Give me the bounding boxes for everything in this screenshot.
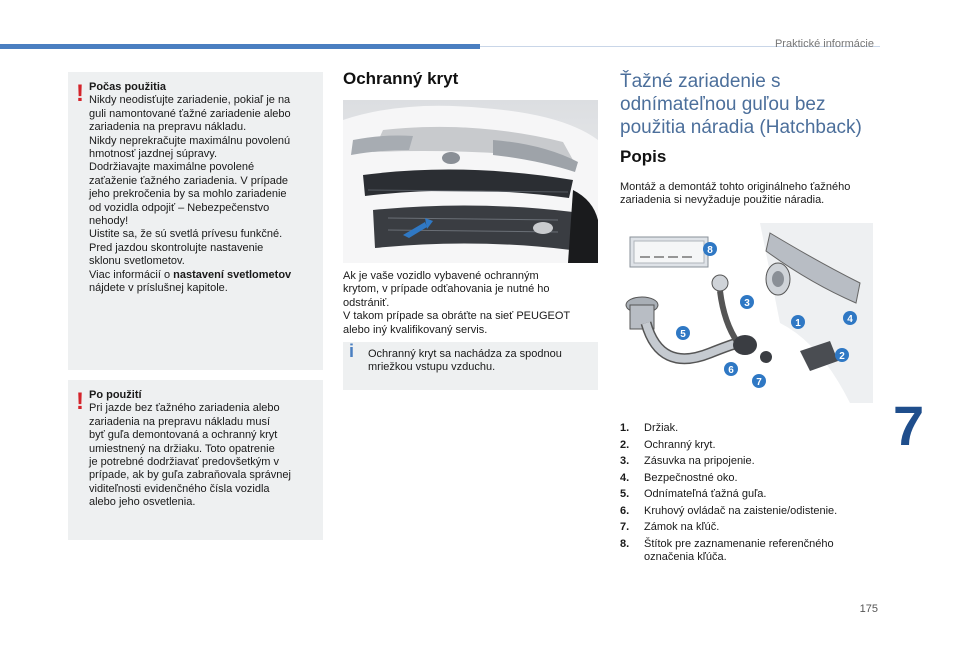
callout-5: 5: [680, 329, 686, 340]
warning-line: hmotnosť jazdnej súpravy.: [89, 148, 218, 161]
callout-7: 7: [756, 377, 762, 388]
warning-line: zariadenia na prepravu nákladu.: [89, 121, 247, 134]
list-item: [620, 538, 880, 568]
warning-line: zariadenia na prepravu nákladu musí: [89, 415, 271, 428]
warning-title: Po použití: [89, 389, 142, 401]
item-label: Štítok pre zaznamenanie referenčného: [644, 537, 834, 550]
warning-line: sklonu svetlometov.: [89, 255, 185, 268]
warning-box-after-use: [68, 380, 323, 540]
reference-prefix: Viac informácií o: [89, 268, 174, 281]
warning-line: zaťaženie ťažného zariadenia. V prípade: [89, 174, 289, 187]
callout-6: 6: [728, 365, 734, 376]
item-number: 8.: [620, 537, 630, 550]
list-item: [620, 488, 880, 505]
item-label: Zámok na kľúč.: [644, 521, 720, 533]
item-label: Odnímateľná ťažná guľa.: [644, 488, 767, 500]
callout-3: 3: [744, 298, 750, 309]
callout-2: 2: [839, 351, 845, 362]
warning-line: Nikdy neprekračujte maximálnu povolenú: [89, 134, 291, 147]
warning-line: byť guľa demontovaná a ochranný kryt: [89, 429, 278, 442]
item-number: 6.: [620, 504, 630, 517]
chapter-number: 7: [893, 394, 925, 457]
list-item: [620, 455, 880, 472]
item-number: 1.: [620, 422, 630, 434]
warning-line: viditeľnosti evidenčného čísla vozidla: [89, 482, 270, 495]
section-heading-towbar: [620, 70, 890, 139]
list-item: [620, 472, 880, 489]
list-item: [620, 521, 880, 538]
info-line: Ochranný kryt sa nachádza za spodnou: [368, 348, 562, 360]
warning-line: umiestnený na držiaku. Toto opatrenie: [89, 442, 275, 455]
warning-line: je potrebné dodržiavať predovšetkým v: [89, 456, 280, 469]
item-label: Ochranný kryt.: [644, 438, 716, 451]
paragraph-line: alebo iný kvalifikovaný servis.: [343, 323, 488, 336]
section-heading-protective-cover: Ochranný kryt: [343, 69, 459, 88]
heading-line: použitia náradia (Hatchback): [620, 117, 862, 138]
intro-line: Montáž a demontáž tohto originálneho ťažného: [620, 181, 851, 193]
info-note-box: [343, 342, 598, 390]
item-label: Zásuvka na pripojenie.: [644, 455, 755, 467]
info-icon: i: [349, 341, 355, 361]
warning-line: od vozidla odpojiť – Nebezpečenstvo: [89, 201, 270, 214]
protective-cover-paragraph: [343, 270, 603, 337]
warning-line: guli namontované ťažné zariadenie alebo: [89, 107, 291, 120]
subheading-description: Popis: [620, 147, 667, 166]
heading-line: odnímateľnou guľou bez: [620, 94, 826, 115]
warning-line: prípade, ak by guľa zabraňovala správnej: [89, 469, 291, 482]
towbar-intro: [620, 181, 890, 208]
car-front-illustration: [343, 100, 598, 263]
item-number: 5.: [620, 488, 630, 500]
list-item: [620, 505, 880, 522]
section-title: Praktické informácie: [774, 38, 874, 50]
list-item: [620, 439, 880, 456]
item-number: 4.: [620, 471, 630, 484]
warning-line: Dodržiavajte maximálne povolené: [89, 161, 255, 174]
item-label: Bezpečnostné oko.: [644, 471, 738, 484]
paragraph-line: odstrániť.: [343, 296, 390, 309]
list-item: [620, 422, 880, 439]
warning-line: nehody!: [89, 215, 129, 228]
paragraph-line: V takom prípade sa obráťte na sieť PEUGEOT: [343, 310, 571, 323]
callout-1: 1: [795, 318, 801, 329]
paragraph-line: krytom, v prípade odťahovania je nutné ho: [343, 283, 550, 296]
warning-line: Pred jazdou skontrolujte nastavenie: [89, 241, 264, 254]
warning-line: alebo jeho osvetlenia.: [89, 496, 196, 509]
warning-line: jeho prekročenia by sa mohlo zariadenie: [89, 188, 287, 201]
warning-line: Nikdy neodisťujte zariadenie, pokiaľ je na: [89, 94, 291, 107]
callout-8: 8: [707, 245, 713, 256]
paragraph-line: Ak je vaše vozidlo vybavené ochranným: [343, 270, 539, 282]
item-label-continued: označenia kľúča.: [644, 550, 727, 563]
components-list: [620, 422, 880, 568]
item-number: 3.: [620, 455, 630, 467]
towbar-components-diagram: [620, 223, 873, 403]
item-number: 2.: [620, 438, 630, 451]
warning-title: Počas použitia: [89, 81, 167, 93]
warning-icon: !: [76, 80, 84, 107]
warning-line: nájdete v príslušnej kapitole.: [89, 282, 228, 295]
warning-icon: !: [76, 388, 84, 415]
page-number: 175: [859, 603, 878, 615]
intro-line: zariadenia si nevyžaduje použitie náradia.: [620, 194, 825, 207]
warning-reference: [89, 269, 317, 282]
item-label: Držiak.: [644, 422, 679, 434]
info-line: mriežkou vstupu vzduchu.: [368, 361, 496, 374]
item-number: 7.: [620, 521, 630, 533]
heading-line: Ťažné zariadenie s: [620, 71, 781, 92]
reference-link-text: nastavení svetlometov: [173, 268, 292, 281]
warning-line: Uistite sa, že sú svetlá prívesu funkčné.: [89, 228, 283, 241]
warning-box-usage: [68, 72, 323, 370]
header-accent-bar: [0, 44, 480, 49]
warning-line: Pri jazde bez ťažného zariadenia alebo: [89, 402, 280, 415]
callout-4: 4: [847, 314, 853, 325]
item-label: Kruhový ovládač na zaistenie/odistenie.: [644, 504, 838, 517]
